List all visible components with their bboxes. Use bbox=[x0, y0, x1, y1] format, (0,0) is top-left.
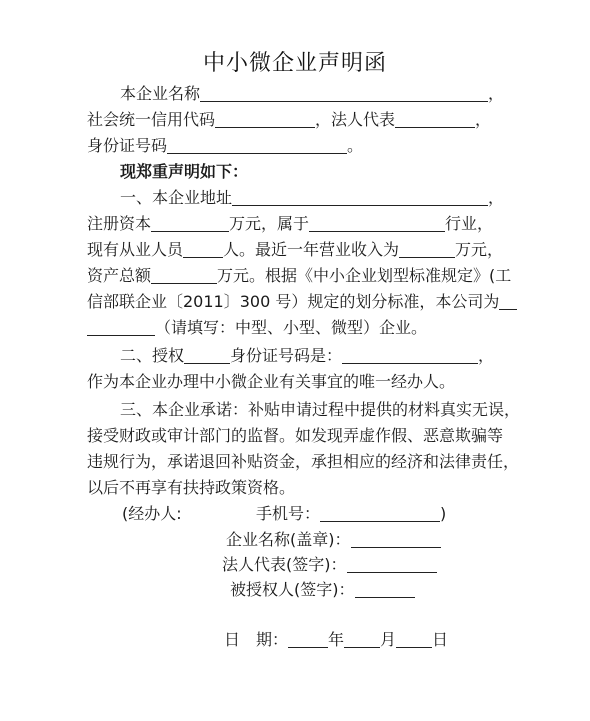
commitment-line-2: 接受财政或审计部门的监督。如发现弄虚作假、恶意欺骗等 bbox=[87, 426, 504, 445]
enterprise-size-blank-start[interactable] bbox=[499, 293, 517, 310]
close-paren: ) bbox=[440, 504, 447, 523]
phone-line bbox=[256, 504, 446, 524]
legal-rep-sign-line bbox=[222, 555, 437, 575]
company-seal-line bbox=[226, 530, 441, 550]
doc-ref-line bbox=[87, 292, 507, 312]
id-number-blank[interactable] bbox=[167, 137, 347, 154]
credit-code-line bbox=[87, 110, 507, 130]
capital-label: 注册资本 bbox=[87, 214, 152, 233]
assets-blank[interactable] bbox=[151, 267, 217, 284]
company-name-label: 本企业名称 bbox=[120, 84, 201, 103]
wan-comma: 万元， bbox=[455, 240, 504, 259]
authorization-desc: 作为本企业办理中小微企业有关事宜的唯一经办人。 bbox=[87, 372, 456, 391]
comma: ， bbox=[475, 110, 492, 129]
company-seal-label: 企业名称(盖章)： bbox=[226, 530, 351, 549]
doc-ref-text: 信部联企业〔2011〕300 号）规定的划分标准，本公司为 bbox=[87, 292, 500, 311]
id-number-label: 身份证号码 bbox=[87, 136, 168, 155]
id-number-line bbox=[87, 136, 507, 156]
address-label: 一、本企业地址 bbox=[120, 188, 233, 207]
industry-blank[interactable] bbox=[309, 215, 445, 232]
capital-blank[interactable] bbox=[151, 215, 229, 232]
capital-line bbox=[87, 214, 507, 234]
authorized-sign-label: 被授权人(签字)： bbox=[230, 580, 355, 599]
wan-belong-text: 万元，属于 bbox=[229, 214, 310, 233]
declare-heading: 现郑重声明如下： bbox=[120, 162, 249, 181]
staff-label: 现有从业人员 bbox=[87, 240, 184, 259]
phone-label: 手机号： bbox=[256, 504, 321, 523]
day-label: 日 bbox=[432, 630, 449, 649]
company-name-line bbox=[120, 84, 507, 104]
day-blank[interactable] bbox=[396, 631, 432, 648]
date-label: 日 期： bbox=[224, 630, 289, 649]
company-seal-blank[interactable] bbox=[351, 531, 441, 548]
assets-line bbox=[87, 266, 512, 286]
handler-label: (经办人: bbox=[122, 504, 182, 523]
industry-suffix: 行业， bbox=[445, 214, 494, 233]
revenue-blank[interactable] bbox=[399, 241, 455, 258]
fill-hint: （请填写：中型、小型、微型）企业。 bbox=[155, 318, 428, 337]
authorization-line bbox=[120, 346, 507, 366]
address-blank[interactable] bbox=[232, 189, 488, 206]
period: 。 bbox=[347, 136, 364, 155]
fill-hint-line bbox=[87, 318, 507, 338]
legal-rep-label: ，法人代表 bbox=[315, 110, 396, 129]
year-label: 年 bbox=[328, 630, 345, 649]
comma: ， bbox=[478, 346, 495, 365]
authorized-sign-line bbox=[230, 580, 415, 600]
staff-line bbox=[87, 240, 507, 260]
revenue-label: 人。最近一年营业收入为 bbox=[223, 240, 400, 259]
legal-rep-sign-label: 法人代表(签字)： bbox=[222, 555, 347, 574]
assets-label: 资产总额 bbox=[87, 266, 152, 285]
credit-code-blank[interactable] bbox=[215, 111, 315, 128]
authorized-sign-blank[interactable] bbox=[355, 581, 415, 598]
legal-rep-sign-blank[interactable] bbox=[347, 556, 437, 573]
auth-person-blank[interactable] bbox=[184, 347, 230, 364]
year-blank[interactable] bbox=[288, 631, 328, 648]
auth-id-blank[interactable] bbox=[342, 347, 478, 364]
comma: ， bbox=[488, 188, 505, 207]
page-title: 中小微企业声明函 bbox=[202, 51, 387, 76]
phone-blank[interactable] bbox=[320, 505, 440, 522]
address-line bbox=[120, 188, 507, 208]
standard-text: 万元。根据《中小企业划型标准规定》(工 bbox=[217, 266, 512, 285]
commitment-line-1: 三、本企业承诺：补贴申请过程中提供的材料真实无误， bbox=[120, 400, 521, 419]
legal-rep-blank[interactable] bbox=[395, 111, 475, 128]
comma: ， bbox=[488, 84, 505, 103]
commitment-line-4: 以后不再享有扶持政策资格。 bbox=[87, 478, 296, 497]
commitment-line-3: 违规行为，承诺退回补贴资金，承担相应的经济和法律责任， bbox=[87, 452, 520, 471]
company-name-blank[interactable] bbox=[200, 85, 488, 102]
month-label: 月 bbox=[380, 630, 397, 649]
date-line bbox=[224, 630, 448, 650]
month-blank[interactable] bbox=[344, 631, 380, 648]
staff-blank[interactable] bbox=[183, 241, 223, 258]
credit-code-label: 社会统一信用代码 bbox=[87, 110, 216, 129]
enterprise-size-blank[interactable] bbox=[87, 319, 155, 336]
auth-id-label: 身份证号码是： bbox=[230, 346, 343, 365]
auth-label: 二、授权 bbox=[120, 346, 185, 365]
